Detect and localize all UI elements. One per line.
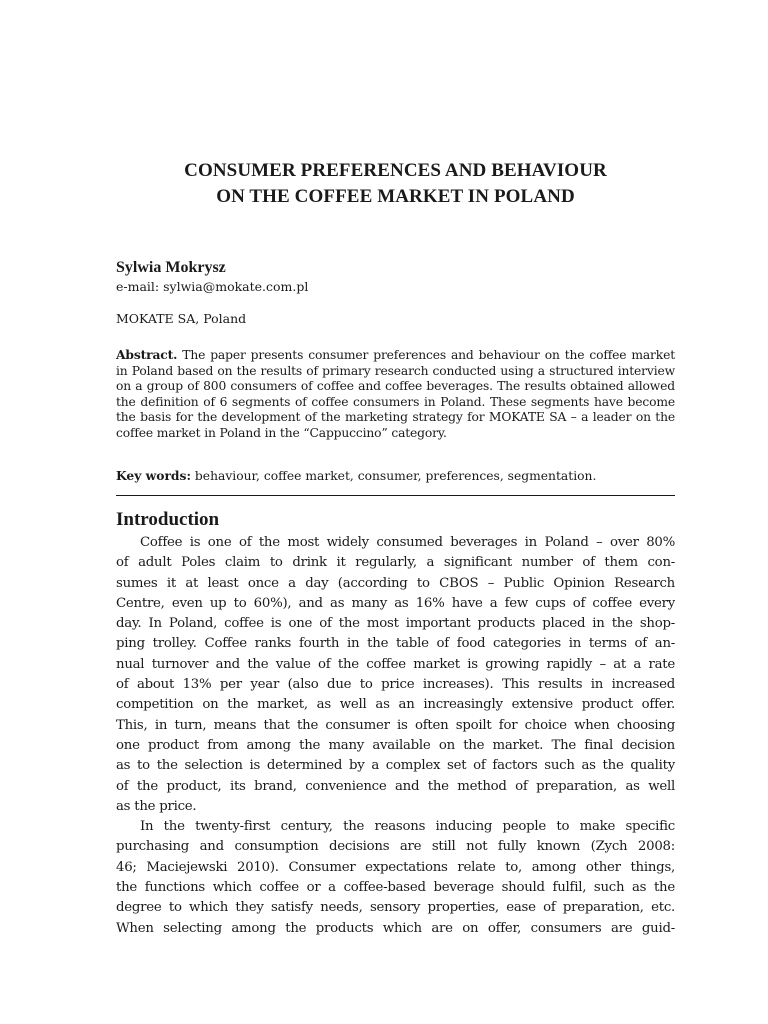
body-line: of adult Poles claim to drink it regularly, a significant number of them con- <box>116 555 675 571</box>
body-line: of the product, its brand, convenience and the method of preparation, as well <box>116 778 675 794</box>
keywords-text: behaviour, coffee market, consumer, preferences, segmentation. <box>194 469 597 483</box>
keywords <box>116 468 675 483</box>
body-line: as the price. <box>116 798 197 814</box>
body-line: purchasing and consumption decisions are still not fully known (Zych 2008: <box>116 839 675 855</box>
abstract-text: The paper presents consumer preferences and behaviour on the coffee market in Poland based on the results of primary research conducted using a structured interview on a group of 800 consumers of coffee and coffee beverages. The results obtained allowed the definition of 6 segments of coffee consumers in Poland. These segments have become the basis for the development of the marketing strategy for MOKATE SA – a leader on the coffee market in Poland in the “Cappuccino” category. <box>116 348 676 440</box>
abstract <box>116 347 675 442</box>
body-line: In the twenty-first century, the reasons inducing people to make specific <box>140 819 675 835</box>
body-line: degree to which they satisfy needs, sensory properties, ease of preparation, etc. <box>116 900 675 916</box>
body-line: as to the selection is determined by a complex set of factors such as the quality <box>116 758 675 774</box>
paper-title-line-1: CONSUMER PREFERENCES AND BEHAVIOUR <box>184 160 607 181</box>
body-line: of about 13% per year (also due to price increases). This results in increased <box>116 677 675 693</box>
body-line: the functions which coffee or a coffee-based beverage should fulfil, such as the <box>116 880 675 896</box>
body-line: When selecting among the products which are on offer, consumers are guid- <box>116 920 675 936</box>
paper-title <box>116 158 675 210</box>
body-line: nual turnover and the value of the coffee market is growing rapidly – at a rate <box>116 656 675 672</box>
author-email: e-mail: sylwia@mokate.com.pl <box>116 279 309 294</box>
body-line: This, in turn, means that the consumer is often spoilt for choice when choosing <box>116 717 675 733</box>
section-heading: Introduction <box>116 509 220 530</box>
body-line: day. In Poland, coffee is one of the most important products placed in the shop- <box>116 616 675 632</box>
author-affiliation: MOKATE SA, Poland <box>116 311 247 326</box>
keywords-label: Key words: <box>116 468 191 483</box>
body-line: sumes it at least once a day (according to CBOS – Public Opinion Research <box>116 575 675 591</box>
paper-title-line-2: ON THE COFFEE MARKET IN POLAND <box>216 186 575 207</box>
body-text <box>116 533 675 939</box>
body-line: Coffee is one of the most widely consumed beverages in Poland – over 80% <box>140 535 675 550</box>
abstract-label: Abstract. <box>116 347 178 362</box>
section-divider <box>116 495 675 496</box>
body-line: 46; Maciejewski 2010). Consumer expectations relate to, among other things, <box>116 859 675 875</box>
body-line: one product from among the many available on the market. The final decision <box>116 737 675 753</box>
author-name: Sylwia Mokrysz <box>116 259 226 276</box>
body-line: Centre, even up to 60%), and as many as 16% have a few cups of coffee every <box>116 595 675 611</box>
body-line: ping trolley. Coffee ranks fourth in the table of food categories in terms of an- <box>116 636 675 652</box>
body-line: competition on the market, as well as an increasingly extensive product offer. <box>116 697 675 713</box>
